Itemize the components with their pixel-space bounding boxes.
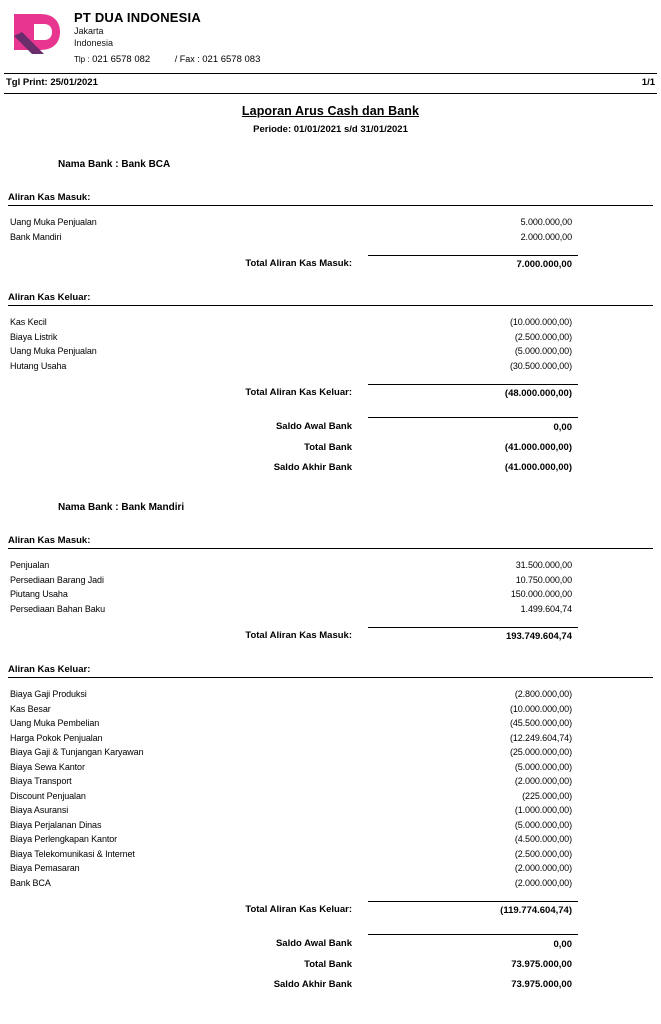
print-divider <box>4 93 657 94</box>
row-label: Kas Kecil <box>10 317 47 327</box>
row-amount: (4.500.000,00) <box>514 834 572 844</box>
kas-keluar-rows <box>8 315 653 373</box>
table-row <box>8 745 653 760</box>
total-kas-masuk-row <box>8 258 653 270</box>
row-label: Bank Mandiri <box>10 231 62 242</box>
table-row <box>8 876 653 891</box>
row-label: Biaya Telekomunikasi & Internet <box>10 848 135 859</box>
table-row <box>8 818 653 833</box>
row-amount: (25.000.000,00) <box>509 747 572 757</box>
row-label: Penjualan <box>10 560 50 570</box>
company-country: Indonesia <box>74 38 114 48</box>
row-label: Biaya Transport <box>10 776 72 786</box>
total-label: Total Aliran Kas Masuk: <box>245 630 352 641</box>
table-row <box>8 832 653 847</box>
summary-label: Saldo Awal Bank <box>275 421 352 432</box>
total-kas-masuk-row <box>8 630 653 642</box>
row-label: Kas Besar <box>10 703 51 714</box>
bank-name: Nama Bank : Bank Mandiri <box>58 502 185 513</box>
bank-summary <box>8 928 653 995</box>
report-body <box>0 159 661 995</box>
table-row <box>8 716 653 731</box>
row-amount: (2.500.000,00) <box>514 331 572 342</box>
document-header <box>0 0 661 71</box>
row-amount: (2.500.000,00) <box>514 848 572 859</box>
section-header-kas-keluar: Aliran Kas Keluar: <box>8 664 653 678</box>
row-amount: (2.800.000,00) <box>514 689 572 699</box>
row-amount: (10.000.000,00) <box>509 317 572 327</box>
phone-number: 021 6578 082 <box>92 54 151 65</box>
table-row <box>8 315 653 330</box>
row-label: Biaya Gaji Produksi <box>10 689 87 699</box>
section-header-kas-masuk: Aliran Kas Masuk: <box>8 192 653 206</box>
table-row <box>8 573 653 588</box>
summary-label: Saldo Akhir Bank <box>273 462 352 473</box>
table-row <box>8 803 653 818</box>
table-row <box>8 330 653 345</box>
row-amount: (2.000.000,00) <box>514 776 572 786</box>
total-bank-row <box>8 438 653 458</box>
table-row <box>8 847 653 862</box>
total-amount: 193.749.604,74 <box>368 627 578 642</box>
row-amount: (5.000.000,00) <box>514 346 572 356</box>
saldo-akhir-row <box>8 458 653 478</box>
total-bank-row <box>8 955 653 975</box>
saldo-akhir-row <box>8 975 653 995</box>
section-header-kas-masuk: Aliran Kas Masuk: <box>8 535 653 549</box>
summary-label: Total Bank <box>304 959 352 970</box>
kas-masuk-rows <box>8 215 653 244</box>
row-label: Biaya Asuransi <box>10 805 69 815</box>
total-amount: (119.774.604,74) <box>368 901 578 916</box>
table-row <box>8 760 653 775</box>
saldo-awal-row <box>8 417 653 438</box>
table-row <box>8 861 653 876</box>
row-label: Persediaan Bahan Baku <box>10 603 105 614</box>
company-info <box>68 8 260 67</box>
table-row <box>8 359 653 374</box>
row-label: Biaya Pemasaran <box>10 863 80 873</box>
row-amount: (1.000.000,00) <box>514 805 572 815</box>
row-label: Uang Muka Pembelian <box>10 718 100 728</box>
row-label: Biaya Perjalanan Dinas <box>10 819 102 830</box>
summary-amount: (41.000.000,00) <box>504 462 572 473</box>
table-row <box>8 774 653 789</box>
report-title-block <box>0 104 661 135</box>
summary-amount: 73.975.000,00 <box>511 959 572 970</box>
report-period: Periode: 01/01/2021 s/d 31/01/2021 <box>253 124 408 135</box>
total-amount: (48.000.000,00) <box>368 384 578 399</box>
phone-label: Tlp : <box>74 55 90 64</box>
bank-summary <box>8 411 653 478</box>
page-title: Laporan Arus Cash dan Bank <box>241 104 420 118</box>
row-amount: (2.000.000,00) <box>514 863 572 873</box>
total-kas-keluar-row <box>8 904 653 916</box>
row-amount: 10.750.000,00 <box>515 574 572 585</box>
summary-label: Saldo Awal Bank <box>275 938 352 949</box>
row-label: Persediaan Barang Jadi <box>10 574 104 585</box>
page-number: 1/1 <box>641 77 655 88</box>
total-label: Total Aliran Kas Keluar: <box>245 387 352 398</box>
row-amount: 150.000.000,00 <box>510 589 572 599</box>
company-contact <box>74 52 260 67</box>
row-label: Uang Muka Penjualan <box>10 217 97 227</box>
row-amount: 1.499.604,74 <box>520 603 572 614</box>
table-row <box>8 702 653 717</box>
summary-amount: 0,00 <box>368 417 578 438</box>
row-label: Biaya Sewa Kantor <box>10 761 85 772</box>
row-label: Bank BCA <box>10 877 51 888</box>
row-amount: 5.000.000,00 <box>520 217 572 227</box>
print-date: Tgl Print: 25/01/2021 <box>6 77 98 88</box>
row-label: Discount Penjualan <box>10 790 86 801</box>
table-row <box>8 558 653 573</box>
row-amount: (5.000.000,00) <box>514 761 572 772</box>
row-amount: (12.249.604,74) <box>509 732 572 743</box>
row-amount: (45.500.000,00) <box>509 718 572 728</box>
row-label: Uang Muka Penjualan <box>10 346 97 356</box>
row-amount: (10.000.000,00) <box>509 703 572 714</box>
table-row <box>8 344 653 359</box>
row-amount: 31.500.000,00 <box>515 560 572 570</box>
saldo-awal-row <box>8 934 653 955</box>
table-row <box>8 789 653 804</box>
total-kas-keluar-row <box>8 387 653 399</box>
fax-label: / Fax : <box>174 54 200 64</box>
summary-label: Total Bank <box>304 442 352 453</box>
table-row <box>8 602 653 617</box>
row-label: Biaya Listrik <box>10 331 58 342</box>
summary-amount: 73.975.000,00 <box>511 979 572 990</box>
company-logo-icon <box>10 10 68 62</box>
table-row <box>8 587 653 602</box>
row-amount: 2.000.000,00 <box>520 231 572 242</box>
kas-masuk-rows <box>8 558 653 616</box>
table-row <box>8 687 653 702</box>
print-info-bar <box>0 74 661 91</box>
summary-label: Saldo Akhir Bank <box>273 979 352 990</box>
row-amount: (30.500.000,00) <box>509 360 572 371</box>
kas-keluar-rows <box>8 687 653 890</box>
summary-amount: (41.000.000,00) <box>504 442 572 453</box>
total-amount: 7.000.000,00 <box>368 255 578 270</box>
row-label: Biaya Perlengkapan Kantor <box>10 834 118 844</box>
total-label: Total Aliran Kas Keluar: <box>245 904 352 915</box>
bank-name: Nama Bank : Bank BCA <box>58 159 171 170</box>
table-row <box>8 731 653 746</box>
row-amount: (5.000.000,00) <box>514 819 572 830</box>
row-label: Hutang Usaha <box>10 360 67 371</box>
fax-number: 021 6578 083 <box>202 54 261 65</box>
row-amount: (225.000,00) <box>522 790 572 801</box>
row-label: Piutang Usaha <box>10 589 68 599</box>
row-label: Harga Pokok Penjualan <box>10 732 103 743</box>
company-name: PT DUA INDONESIA <box>74 10 201 25</box>
summary-amount: 0,00 <box>368 934 578 955</box>
row-amount: (2.000.000,00) <box>514 877 572 888</box>
table-row <box>8 230 653 245</box>
section-header-kas-keluar: Aliran Kas Keluar: <box>8 292 653 306</box>
table-row <box>8 215 653 230</box>
row-label: Biaya Gaji & Tunjangan Karyawan <box>10 747 144 757</box>
company-city: Jakarta <box>74 26 104 36</box>
total-label: Total Aliran Kas Masuk: <box>245 258 352 269</box>
